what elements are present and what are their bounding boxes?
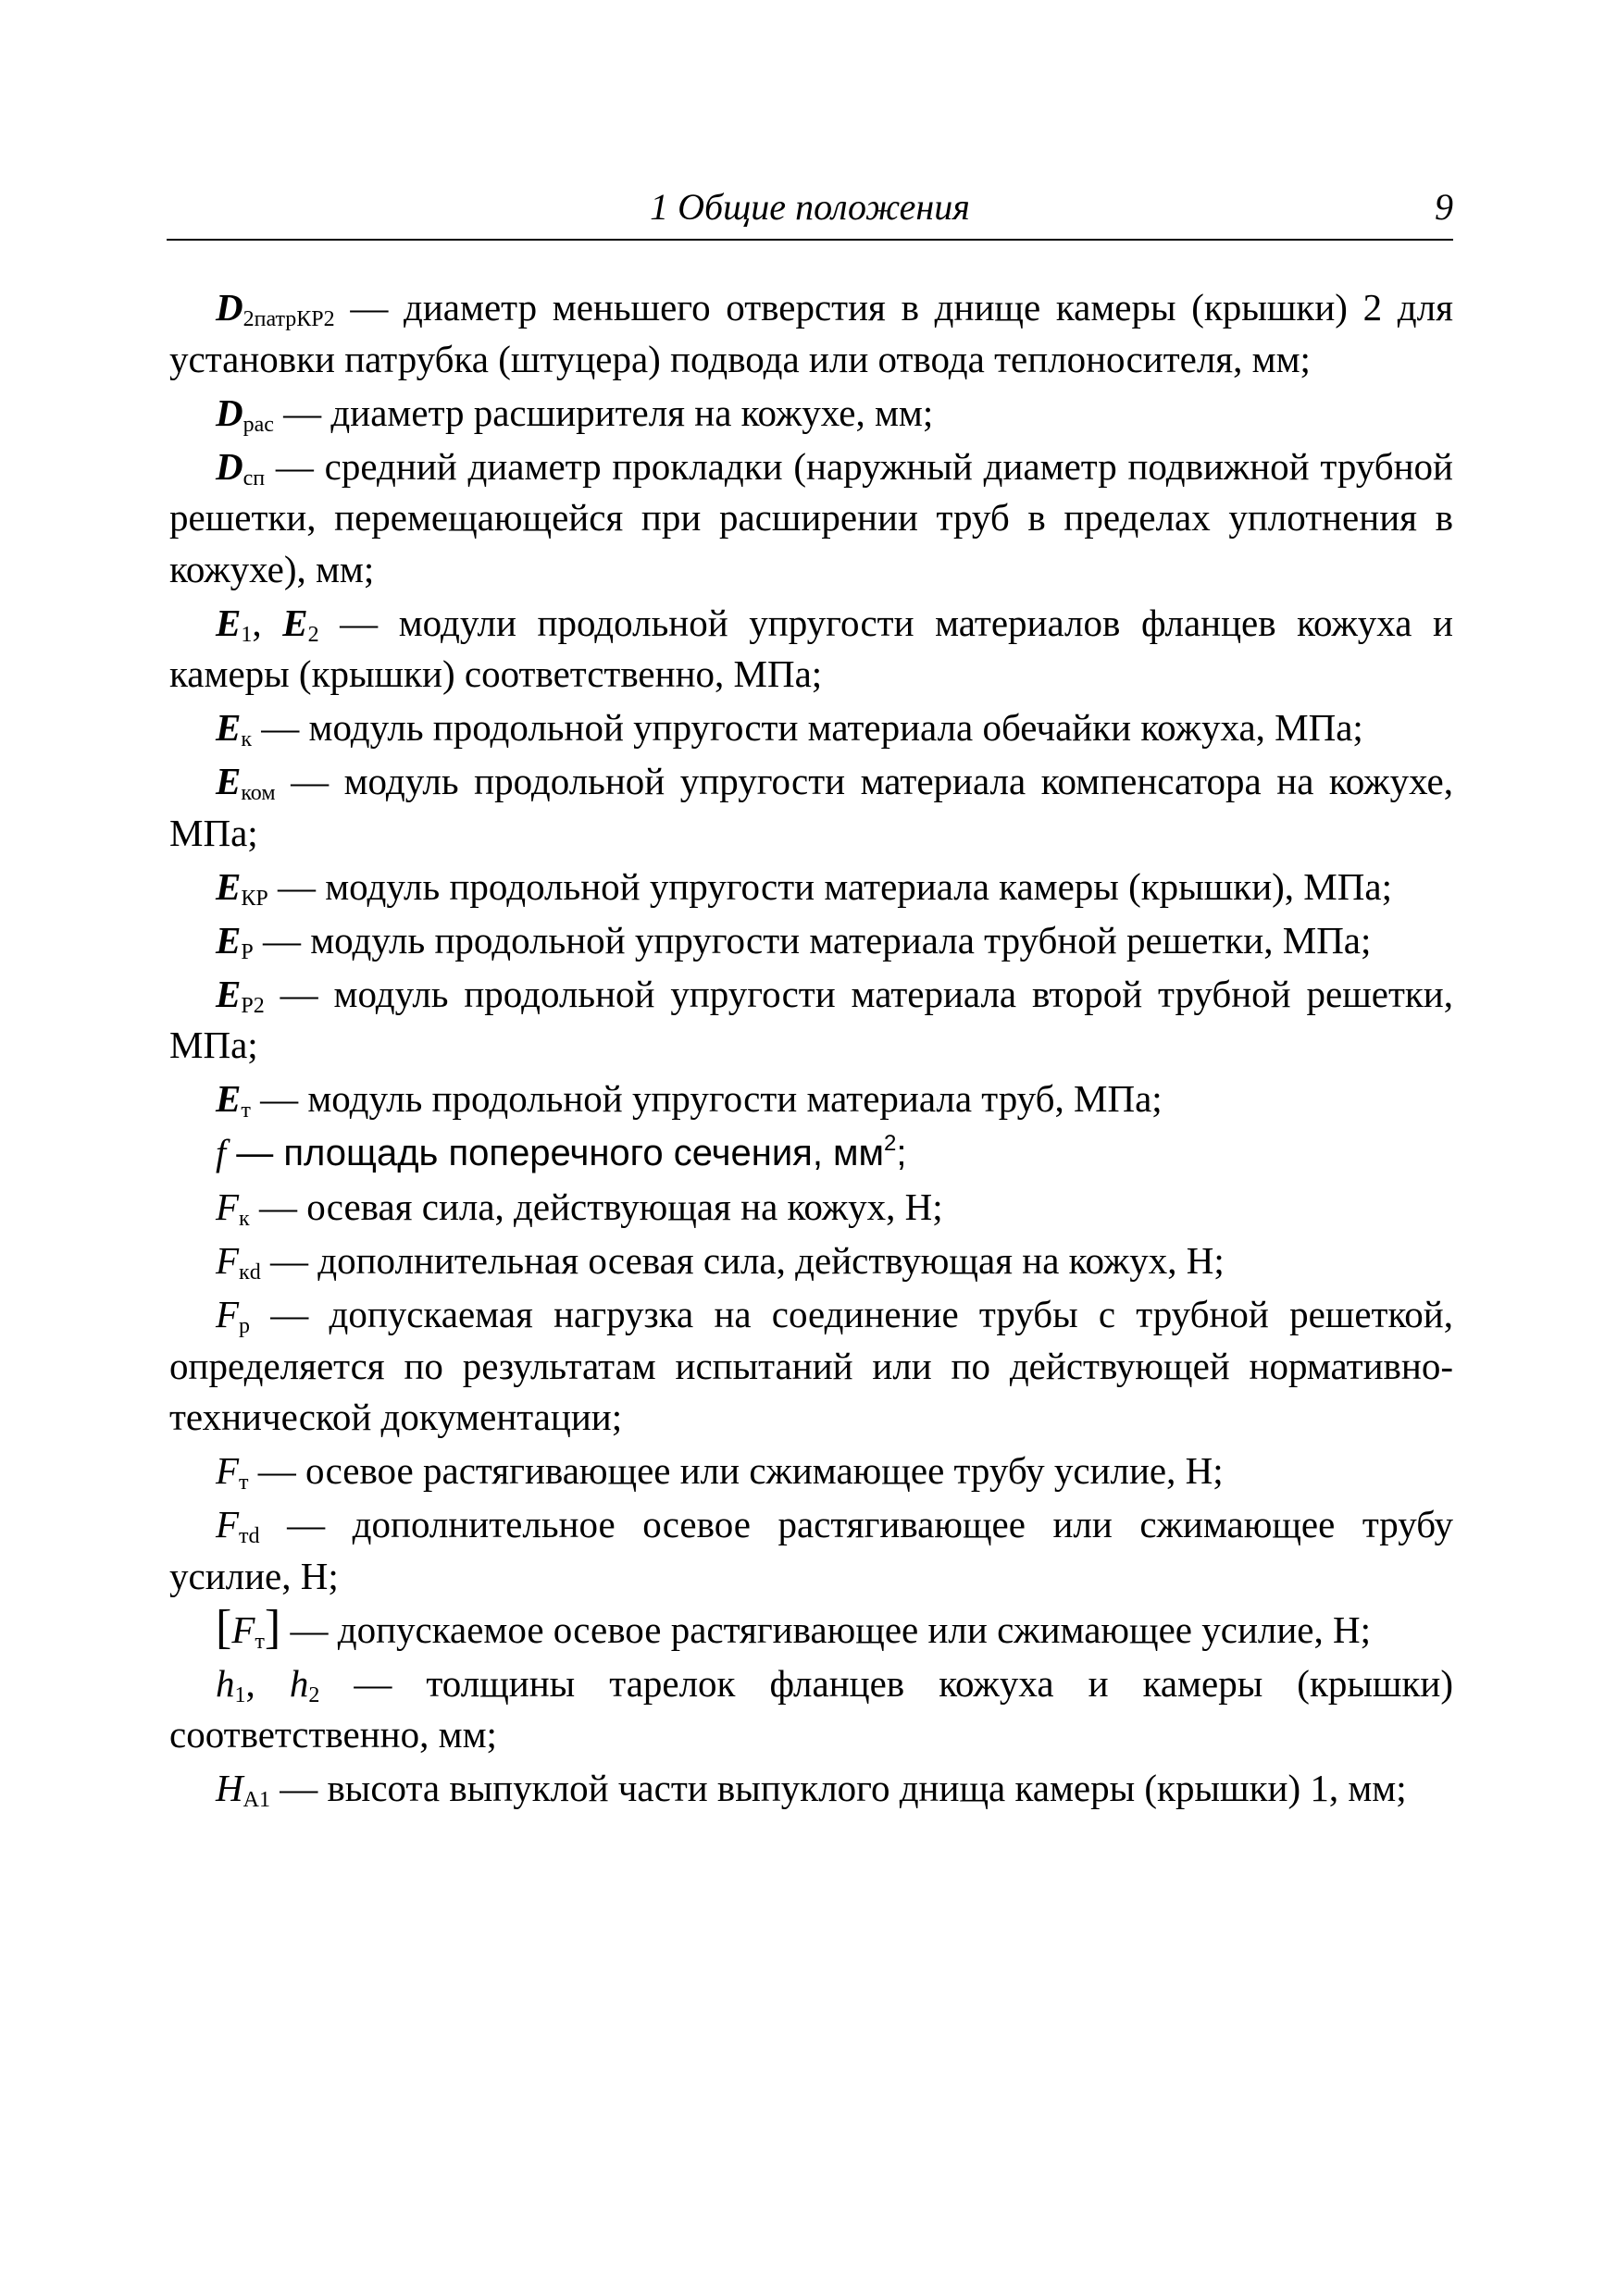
definition-entry: [169, 1446, 1453, 1497]
definition-text: — модуль продольной упругости материала второй трубной решетки, МПа;: [169, 972, 1453, 1066]
definition-entry: [169, 1600, 1453, 1657]
symbol: E: [216, 760, 242, 802]
symbol-separator: ,: [245, 1661, 290, 1705]
symbol-subscript: т: [255, 1629, 265, 1654]
definition-entry: [169, 1289, 1453, 1444]
definitions-list: [169, 282, 1453, 1817]
symbol: F: [216, 1449, 240, 1492]
symbol-subscript: 2патрКР2: [243, 307, 335, 331]
symbol-subscript: тd: [239, 1524, 260, 1548]
symbol-subscript: сп: [243, 465, 266, 490]
open-bracket: [: [216, 1600, 232, 1654]
symbol: D: [216, 444, 243, 488]
symbol-subscript: кd: [239, 1260, 261, 1285]
symbol: D: [216, 391, 243, 434]
close-bracket: ]: [264, 1600, 281, 1654]
symbol: E: [216, 706, 242, 749]
symbol-second-subscript: 2: [308, 1682, 320, 1707]
definition-text: — модуль продольной упругости материала камеры (крышки), МПа;: [267, 864, 1392, 908]
header-title: 1 Общие положения: [650, 186, 970, 228]
definition-entry: [169, 1182, 1453, 1234]
definition-entry: [169, 1127, 1453, 1180]
definition-entry: [169, 598, 1453, 701]
definition-text: — дополнительная осевая сила, действующая на кожух, Н;: [260, 1239, 1225, 1282]
symbol-second: E: [282, 601, 308, 644]
definition-text: — осевое растягивающее или сжимающее трубу усилие, Н;: [248, 1449, 1224, 1492]
page-header: [167, 183, 1453, 241]
symbol: E: [216, 972, 242, 1015]
symbol-subscript: т: [239, 1471, 249, 1495]
definition-text: — допускаемая нагрузка на соединение трубы с трубной решеткой, определяется по результатам испытаний или по действующей нормативно-технической документации;: [169, 1293, 1453, 1438]
symbol-subscript: к: [239, 1207, 250, 1231]
symbol: F: [216, 1239, 240, 1282]
definition-text: — модуль продольной упругости материала компенсатора на кожухе, МПа;: [169, 760, 1453, 854]
symbol-second-subscript: 2: [307, 622, 319, 647]
symbol-subscript: р: [239, 1314, 251, 1338]
definition-entry: [169, 1763, 1453, 1815]
symbol: E: [216, 1077, 242, 1120]
definition-text: — модули продольной упругости материалов фланцев кожуха и камеры (крышки) соответственно, МПа;: [169, 601, 1453, 695]
definition-text: — средний диаметр прокладки (наружный диаметр подвижной трубной решетки, перемещающейся при расширении труб в пределах уплотнения в кожухе), мм;: [169, 444, 1453, 590]
symbol: H: [216, 1767, 243, 1809]
definition-text: — модуль продольной упругости материала трубной решетки, МПа;: [253, 918, 1372, 962]
definition-entry: [169, 702, 1453, 754]
symbol-subscript: 1: [241, 622, 253, 647]
symbol-subscript: А1: [243, 1788, 270, 1812]
definition-entry: [169, 756, 1453, 859]
symbol: F: [216, 1185, 240, 1228]
definition-entry: [169, 282, 1453, 385]
definition-tail: ;: [896, 1133, 907, 1173]
symbol-subscript: Р2: [241, 993, 265, 1018]
definition-text: — диаметр расширителя на кожухе, мм;: [273, 391, 934, 434]
definition-entry: [169, 862, 1453, 913]
definition-entry: [169, 969, 1453, 1072]
definition-text: — модуль продольной упругости материала труб, МПа;: [250, 1077, 1163, 1120]
symbol: E: [216, 864, 242, 908]
page-number: 9: [1435, 186, 1453, 228]
definition-entry: [169, 1074, 1453, 1125]
definition-text: — высота выпуклой части выпуклого днища камеры (крышки) 1, мм;: [269, 1767, 1407, 1809]
symbol: F: [231, 1607, 255, 1651]
definition-text: — допускаемое осевое растягивающее или сжимающее усилие, Н;: [280, 1607, 1371, 1651]
symbol: F: [216, 1503, 240, 1545]
definition-entry: [169, 1658, 1453, 1761]
definition-entry: [169, 388, 1453, 440]
definition-text: — толщины тарелок фланцев кожуха и камеры (крышки) соответственно, мм;: [169, 1661, 1454, 1756]
symbol: F: [216, 1293, 240, 1335]
definition-entry: [169, 1499, 1453, 1602]
symbol: f: [216, 1132, 227, 1173]
symbol: D: [216, 286, 243, 329]
symbol-subscript: Р: [241, 939, 254, 964]
symbol-subscript: 1: [234, 1682, 246, 1707]
symbol: E: [216, 601, 242, 644]
definition-entry: [169, 441, 1453, 596]
definition-text: — площадь поперечного сечения, мм: [226, 1133, 885, 1173]
symbol-subscript: т: [241, 1098, 251, 1123]
symbol-separator: ,: [252, 601, 283, 644]
symbol-subscript: к: [241, 727, 253, 751]
unit-superscript: 2: [884, 1131, 897, 1156]
symbol-second: h: [289, 1661, 309, 1705]
symbol: h: [216, 1661, 235, 1705]
definition-text: — осевая сила, действующая на кожух, Н;: [249, 1185, 943, 1228]
symbol-subscript: ком: [241, 781, 276, 805]
definition-text: — диаметр меньшего отверстия в днище камеры (крышки) 2 для установки патрубка (штуцера) подвода или отвода теплоносителя, мм;: [169, 286, 1453, 380]
definition-entry: [169, 1235, 1453, 1287]
definition-text: — дополнительное осевое растягивающее или сжимающее трубу усилие, Н;: [169, 1503, 1453, 1597]
symbol: E: [216, 918, 242, 962]
definition-entry: [169, 915, 1453, 967]
symbol-subscript: КР: [241, 886, 268, 911]
symbol-subscript: рас: [243, 412, 274, 437]
definition-text: — модуль продольной упругости материала обечайки кожуха, МПа;: [252, 706, 1363, 749]
